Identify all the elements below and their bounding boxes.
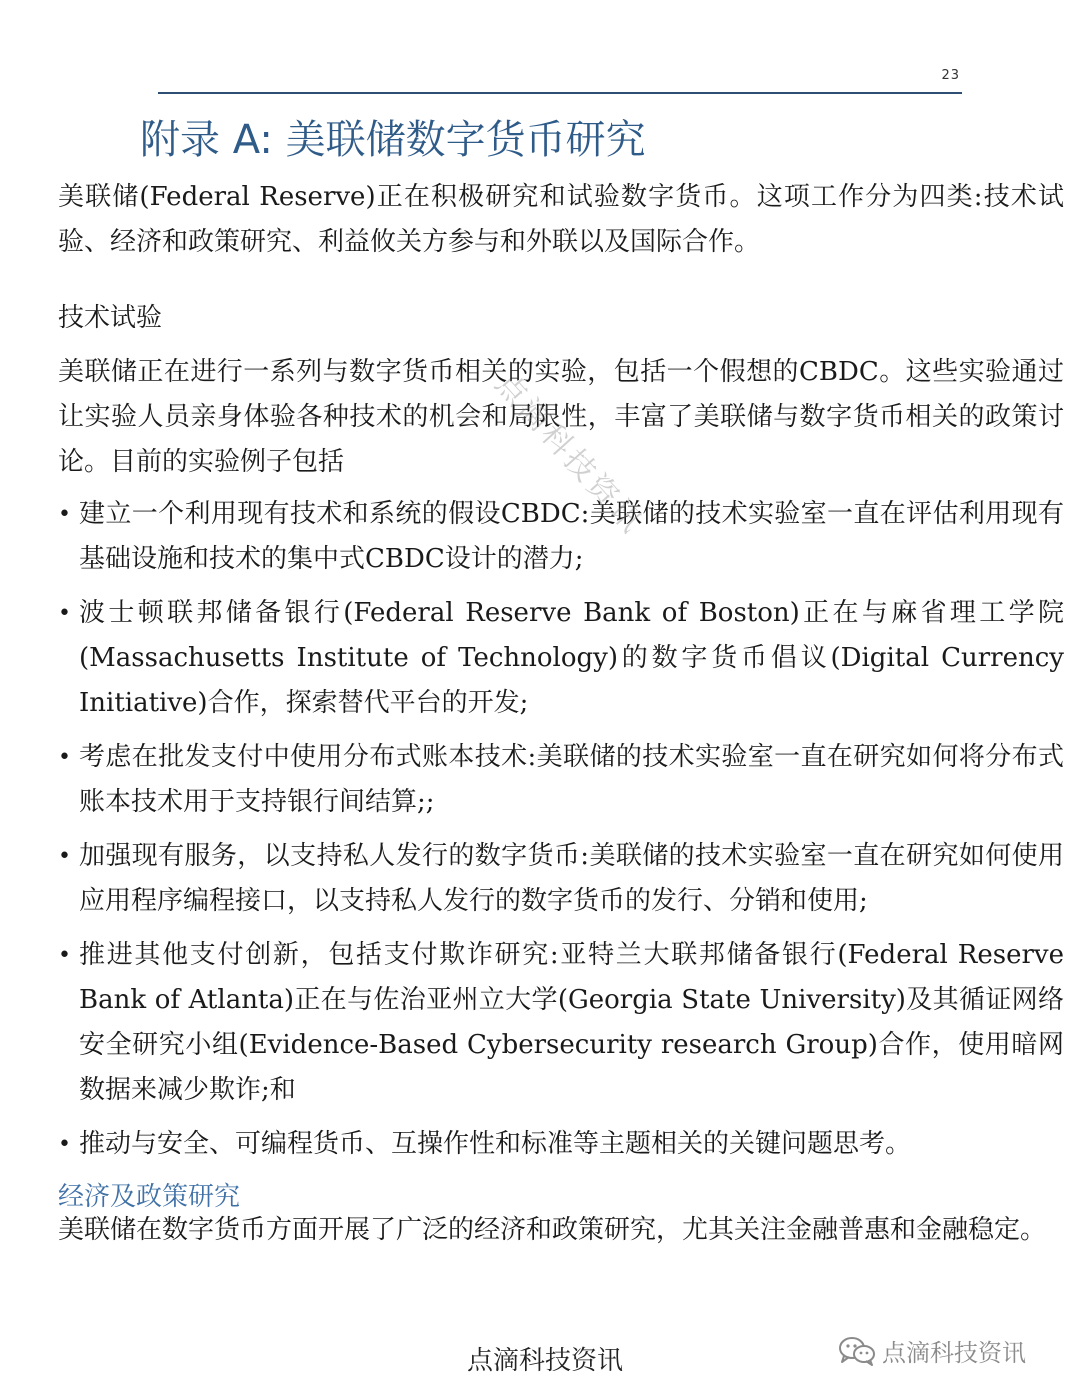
wechat-watermark: [838, 1333, 1026, 1368]
list-item: [58, 933, 1064, 1113]
section-heading-economics: 经济及政策研究: [58, 1182, 241, 1212]
list-item: [58, 591, 1064, 726]
list-item: [58, 1122, 1064, 1167]
header-rule: [158, 92, 962, 94]
bullet-icon: •: [58, 1132, 71, 1157]
list-item-text: 加强现有服务，以支持私人发行的数字货币:美联储的技术实验室一直在研究如何使用应用程序编程接口，以支持私人发行的数字货币的发行、分销和使用;: [79, 841, 1064, 916]
page-title: 附录 A: 美联储数字货币研究: [140, 117, 646, 163]
bullet-icon: •: [58, 502, 71, 527]
bullet-icon: •: [58, 601, 71, 626]
list-item-text: 推动与安全、可编程货币、互操作性和标准等主题相关的关键问题思考。: [79, 1129, 912, 1159]
list-item-text: 建立一个利用现有技术和系统的假设CBDC:美联储的技术实验室一直在评估利用现有基础设施和技术的集中式CBDC设计的潜力;: [79, 499, 1064, 574]
list-item: [58, 492, 1064, 582]
list-item-text: 考虑在批发支付中使用分布式账本技术:美联储的技术实验室一直在研究如何将分布式账本技术用于支持银行间结算;;: [79, 742, 1064, 817]
intro-paragraph: 美联储(Federal Reserve)正在积极研究和试验数字货币。这项工作分为四类:技术试验、经济和政策研究、利益攸关方参与和外联以及国际合作。: [58, 182, 1064, 257]
list-item: [58, 735, 1064, 825]
bullet-icon: •: [58, 745, 71, 770]
bullet-icon: •: [58, 943, 71, 968]
footer-source: 点滴科技资讯: [466, 1346, 623, 1376]
document-body: [58, 175, 1064, 1247]
diagonal-watermark: 点滴科技资讯: [488, 366, 651, 542]
list-item-text: 波士顿联邦储备银行(Federal Reserve Bank of Boston)正在与麻省理工学院(Massachusetts Institute of Technology)的数字货币倡议(Digital Currency Initiative)合作，探索替代平台的开发;: [79, 598, 1064, 718]
wechat-icon: [838, 1336, 876, 1366]
wechat-label: 点滴科技资讯: [882, 1339, 1026, 1367]
experiment-list: [58, 492, 1064, 1167]
list-item: [58, 834, 1064, 924]
page-number: 23: [941, 68, 960, 83]
economics-paragraph: 美联储在数字货币方面开展了广泛的经济和政策研究，尤其关注金融普惠和金融稳定。: [58, 1215, 1047, 1245]
section-heading-tech: 技术试验: [58, 303, 163, 333]
tech-paragraph: 美联储正在进行一系列与数字货币相关的实验，包括一个假想的CBDC。这些实验通过让实验人员亲身体验各种技术的机会和局限性，丰富了美联储与数字货币相关的政策讨论。目前的实验例子包括: [58, 357, 1064, 477]
list-item-text: 推进其他支付创新，包括支付欺诈研究:亚特兰大联邦储备银行(Federal Reserve Bank of Atlanta)正在与佐治亚州立大学(Georgia State University)及其循证网络安全研究小组(Evidence-Based Cybersecurity research Group)合作，使用暗网数据来减少欺诈;和: [79, 940, 1064, 1105]
bullet-icon: •: [58, 844, 71, 869]
